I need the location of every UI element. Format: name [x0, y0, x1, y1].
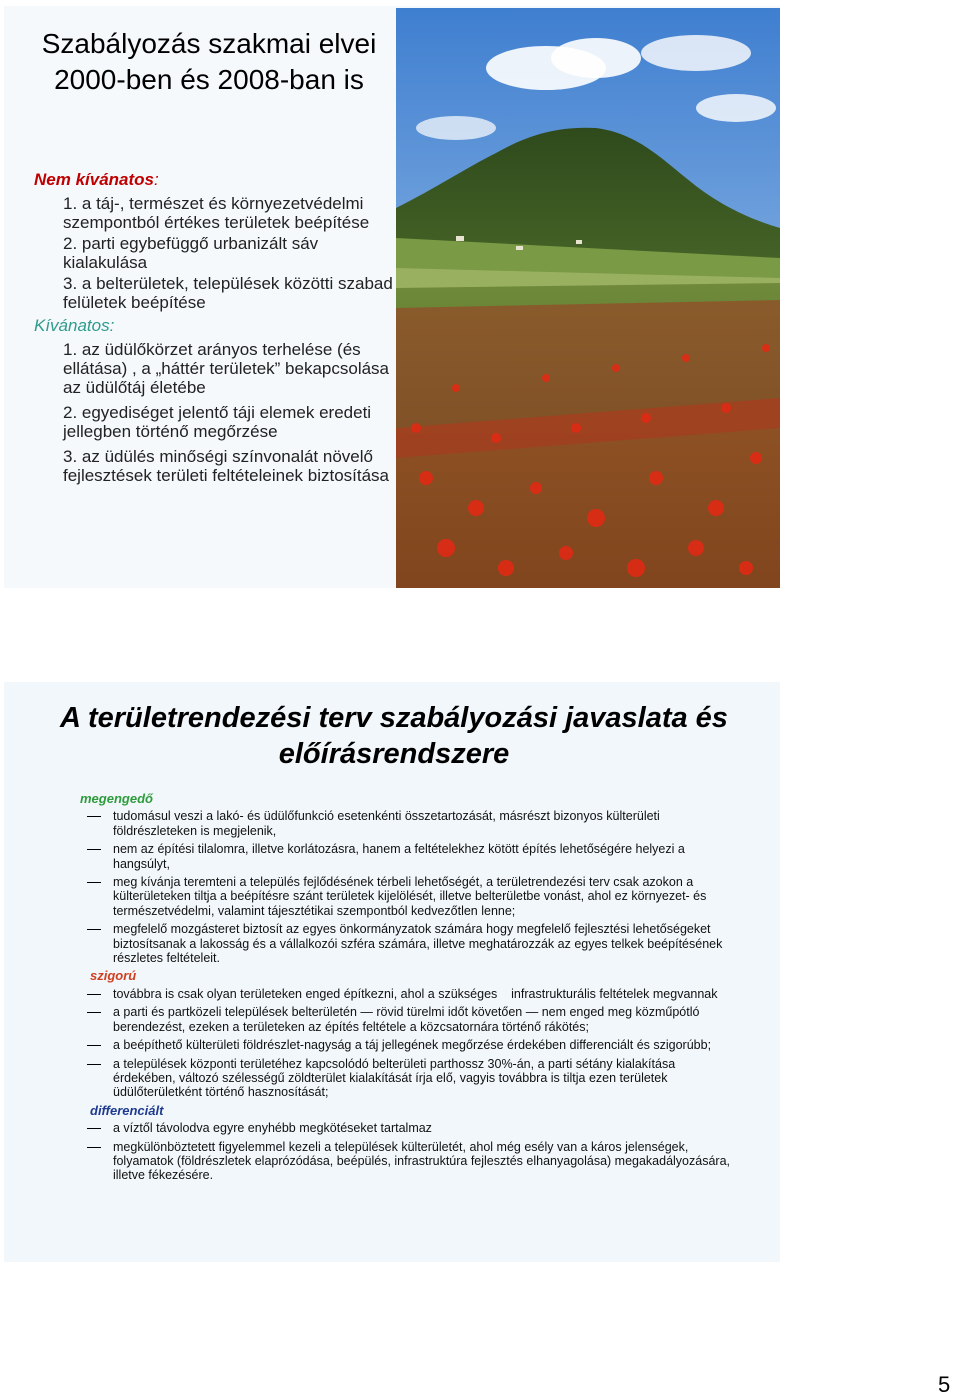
desired-item: 3. az üdülés minőségi színvonalát növelő fejlesztések területi feltételeinek biztosítása — [63, 447, 390, 485]
section-label-differentiated: differenciált — [90, 1102, 164, 1118]
slide-1-body — [34, 170, 394, 487]
landscape-photo — [396, 8, 780, 588]
desired-item: 1. az üdülőkörzet arányos terhelése (és ellátása) , a „háttér területek” bekapcsolása az üdülőtáj életébe — [63, 340, 390, 397]
not-desired-heading: Nem kívánatos: — [34, 170, 159, 189]
desired-heading: Kívánatos: — [34, 316, 115, 335]
not-desired-item: 2. parti egybefüggő urbanizált sáv kialakulása — [63, 234, 319, 272]
section-label-strict: szigorú — [90, 968, 137, 984]
slide-1-text-panel — [4, 6, 396, 588]
list-item: meg kívánja teremteni a település fejlődésének térbeli lehetőségét, a területrendezési terv csak azokon a külterületeken tiltja a beépítésre szánt területek kijelölését, illetve belterületbe vonást, ahol ez környezet- és természetvédelmi, valamint tájesztétikai szempontból kedvezőtlen lenne; — [113, 875, 707, 918]
list-item: megkülönböztetett figyelemmel kezeli a települések külterületét, ahol még esély van a káros jelenségek, folyamatok (földrészletek elaprózódása, beépülés, infrastruktúra fejlesztés elhanyagolása) megakadályozására, illetve fékezésére. — [113, 1139, 731, 1183]
not-desired-item: 3. a belterületek, települések közötti szabad felületek beépítése — [63, 274, 393, 312]
list-item: megfelelő mozgásteret biztosít az egyes önkormányzatok számára hogy megfelelő fejlesztési lehetőségeket biztosítsanak a lakosság és a vállalkozói szféra számára, illetve meghatározzák az egyes telkek beépítésének részletes feltételeit. — [113, 922, 723, 966]
list-item: a beépíthető külterületi földrészlet-nagyság a táj jellegének megőrzése érdekében differenciált és szigorúbb; — [113, 1038, 712, 1053]
not-desired-item: 1. a táj-, természet és környezetvédelmi szempontból értékes területek beépítése — [63, 194, 370, 232]
list-item: a parti és partközeli települések belterületén — rövid türelmi időt követően — nem enged meg közműpótló berendezést, ezeken a területeken az építés feltétele a közcsatornára történő rákötés; — [113, 1005, 700, 1034]
list-item: a települések központi területéhez kapcsolódó belterületi parthossz 30%-án, a parti sétány kialakítása érdekében, változó szélességű zöldterület kialakítását írja elő, vagyis továbbra is tiltja ezen területek üdülőterületként történő hasznosítását; — [113, 1056, 676, 1100]
poppy-field-hill-image — [396, 8, 780, 588]
slide-2 — [4, 682, 780, 1262]
slide-1 — [4, 6, 780, 588]
slide-1-title: Szabályozás szakmai elvei 2000-ben és 2008-ban is — [41, 28, 377, 95]
desired-item: 2. egyediséget jelentő táji elemek eredeti jellegben történő megőrzése — [63, 403, 372, 441]
list-item: nem az építési tilalomra, illetve korlátozásra, hanem a feltételekhez kötött építés lehetőségére helyezi a hangsúlyt, — [113, 842, 685, 871]
list-item: a víztől távolodva egyre enyhébb megkötéseket tartalmaz — [113, 1121, 432, 1136]
list-item: továbbra is csak olyan területeken enged építkezni, ahol a szükséges infrastrukturális feltételek megvannak — [113, 986, 718, 1001]
slide-2-title: A területrendezési terv szabályozási javaslata és előírásrendszere — [60, 702, 728, 770]
page-number: 5 — [938, 1372, 951, 1397]
slide-2-body — [80, 792, 736, 1187]
list-item: tudomásul veszi a lakó- és üdülőfunkció esetenkénti összetartozását, másrészt bizonyos külterületi földrészleteken is megjelenik, — [113, 809, 660, 838]
section-label-permissive: megengedő — [80, 791, 153, 806]
